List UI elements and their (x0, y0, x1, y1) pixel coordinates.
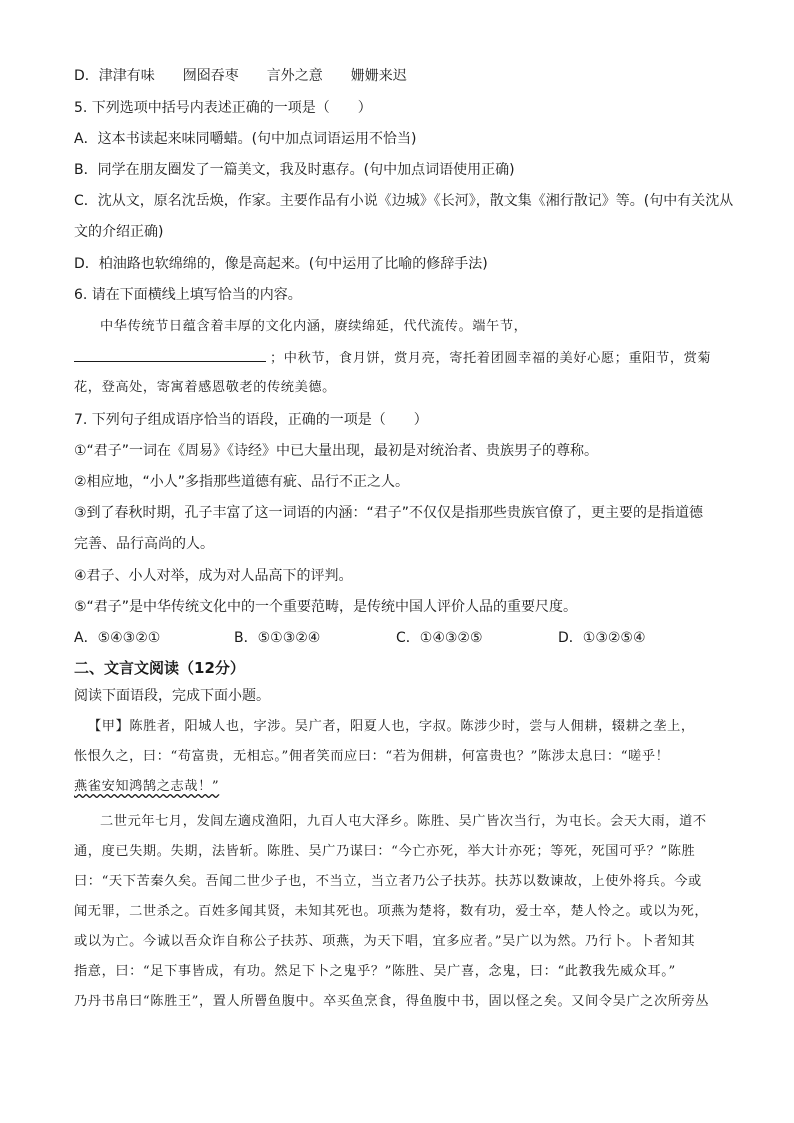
passage-p2-line1: 二世元年七月，发闾左適戍渔阳，九百人屯大泽乡。陈胜、吴广皆次当行，为屯长。会天大雨，道不 (100, 814, 707, 829)
q7-option-c: C．①④③②⑤ (396, 630, 483, 646)
q5-option-b: B．同学在朋友圈发了一篇美文，我及时惠存。(句中加点词语使用正确) (74, 162, 515, 178)
passage-p2-line5: 或以为亡。今诚以吾众诈自称公子扶苏、项燕，为天下唱，宜多应者。”吴广以为然。乃行卜。卜者知其 (74, 934, 696, 949)
q4-option-d: D．津津有味 囫囵吞枣 言外之意 姗姗来迟 (74, 68, 407, 84)
q6-paragraph-line1: 中华传统节日蕴含着丰厚的文化内涵，赓续绵延，代代流传。端午节， (100, 319, 528, 334)
q7-stem: 7. 下列句子组成语序恰当的语段，正确的一项是（ ） (74, 412, 428, 428)
passage-p2-line6: 指意，曰：“足下事皆成，有功。然足下卜之鬼乎？”陈胜、吴广喜，念鬼，曰：“此教我先威众耳。” (74, 964, 676, 979)
passage-p2-line7: 乃丹书帛曰“陈胜王”，置人所罾鱼腹中。卒买鱼烹食，得鱼腹中书，固以怪之矣。又间令吴广之次所旁丛 (74, 994, 710, 1009)
q5-option-c-line1: C．沈从文，原名沈岳焕，作家。主要作品有小说《边城》《长河》，散文集《湘行散记》等。(句中有关沈从 (74, 193, 734, 209)
q5-stem: 5. 下列选项中括号内表述正确的一项是（ ） (74, 100, 372, 116)
q6-paragraph-line2 (74, 347, 734, 369)
passage-p2-line2: 通，度已失期。失期，法皆斩。陈胜、吴广乃谋曰：“今亡亦死，举大计亦死；等死，死国可乎？”陈胜 (74, 844, 696, 859)
q5-option-a: A．这本书读起来味同嚼蜡。(句中加点词语运用不恰当) (74, 131, 417, 147)
section-2-instruction: 阅读下面语段，完成下面小题。 (74, 688, 270, 704)
q7-option-a: A．⑤④③②① (74, 630, 161, 646)
q7-sentence-2: ②相应地，“小人”多指那些道德有疵、品行不正之人。 (74, 474, 410, 490)
q7-sentence-5: ⑤“君子”是中华传统文化中的一个重要范畴，是传统中国人评价人品的重要尺度。 (74, 599, 578, 615)
q7-sentence-4: ④君子、小人对举，成为对人品高下的评判。 (74, 568, 353, 584)
passage-p2-line3: 曰：“天下苦秦久矣。吾闻二世少子也，不当立，当立者乃公子扶苏。扶苏以数谏故，上使外将兵。今或 (74, 874, 702, 889)
q7-sentence-3-line1: ③到了春秋时期，孔子丰富了这一词语的内涵：“君子”不仅仅是指那些贵族官僚了，更主要的是指道德 (74, 505, 704, 521)
wavy-underlined-sentence: 燕雀安知鸿鹄之志哉！” (74, 779, 220, 794)
fill-in-blank[interactable] (74, 347, 266, 362)
passage-jia-line2: 怅恨久之，曰：“苟富贵，无相忘。”佣者笑而应曰：“若为佣耕，何富贵也？”陈涉太息曰：“嗟乎！ (74, 749, 670, 764)
q7-option-b: B．⑤①③②④ (234, 630, 321, 646)
q7-sentence-3-line2: 完善、品行高尚的人。 (74, 536, 214, 552)
passage-p2-line4: 闻无罪，二世杀之。百姓多闻其贤，未知其死也。项燕为楚将，数有功，爱士卒，楚人怜之。或以为死， (74, 904, 709, 919)
q6-stem: 6. 请在下面横线上填写恰当的内容。 (74, 287, 302, 303)
q7-sentence-1: ①“君子”一词在《周易》《诗经》中已大量出现，最初是对统治者、贵族男子的尊称。 (74, 443, 599, 459)
q6-paragraph-line3: 花，登高处，寄寓着感恩敬老的传统美德。 (74, 380, 336, 395)
passage-jia-line1: 【甲】陈胜者，阳城人也，字涉。吴广者，阳夏人也，字叔。陈涉少时，尝与人佣耕，辍耕之垄上， (88, 719, 695, 734)
q7-option-d: D．①③②⑤④ (558, 630, 646, 646)
section-2-heading: 二、文言文阅读（12分） (74, 659, 245, 677)
q5-option-c-line2: 文的介绍正确) (74, 224, 164, 240)
passage-jia-line3 (74, 777, 734, 797)
q6-paragraph-line2-text: ；中秋节，食月饼，赏月亮，寄托着团圆幸福的美好心愿；重阳节，赏菊 (270, 351, 712, 366)
q5-option-d: D．柏油路也软绵绵的，像是高起来。(句中运用了比喻的修辞手法) (74, 256, 488, 272)
